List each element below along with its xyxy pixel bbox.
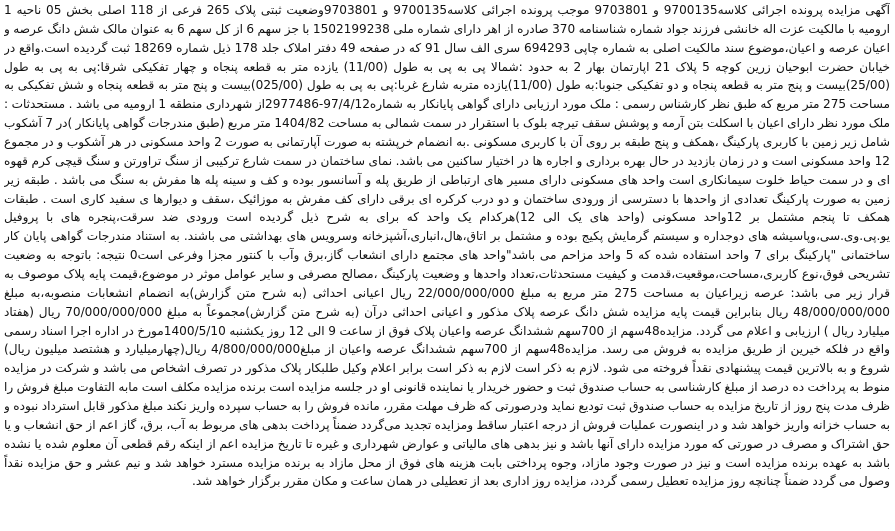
auction-notice-text: آگهی مزایده پرونده اجرائی کلاسه9700135 و 9703801 موجب پرونده اجرائی کلاسه9700135 و 9703801وضعیت ثبتی پلاک 265 فرعی از 118 اصلی بخش 05 ناحیه 1 ارومیه با مالکیت عزت اله خانشی فرزند جواد شماره شناسنامه 370 صادره از اهر دارای شماره ملی 1502199238 با جز سهم 6 از کل سهم 6 به عنوان مالک شش دانگ عرصه و اعیان عرصه و اعیان،موضوع سند مالکیت اصلی به شماره چاپی 694293 سری الف سال 91 که در صفحه 49 دفتر املاک جلد 178 ذیل شماره 18269 ثبت گردیده است.واقع در خیابان حضرت ابوحیان زرین کوچه 5 پلاک 21 اپارتمان بهار 2 به حدود :شمالا پی به پی به طول (11/00) یازده متر به قطعه پنجاه و چهار تفکیکی شرقا:پی به پی به طول (25/00)بیست و پنج متر به قطعه پنجاه و دو تفکیکی جنوبا:به طول (11/00)یازده متربه شارع غربا:پی به پی به طول (025/00)بیست و پنج متر به قطعه پنجاه و شش تفکیکی به مساحت 275 متر مربع که طبق نظر کارشناس رسمی : ملک مورد ارزیابی دارای گواهی پایانکار به شماره97/4/12-2977486از شهرداری منطقه 1 ارومیه می باشد . مستحدثات : ملک مورد نظر دارای اعیان با اسکلت بتن آرمه و پوشش سقف تیرچه بلوک با استقرار در سمت شمالی به مساحت 1404/82 متر مربع (طبق مندرجات گواهی پایانکار )در 7 آشکوب شامل زیر زمین با کاربری پارکینگ ،همکف و پنج طبقه بر روی آن با کاربری مسکونی .به انضمام خرپشته به صورت آپارتمانی به صورت 2 واحد مسکونی در هر آشکوب و در مجموع 12 واحد مسکونی است و در زمان بازدید در حال بهره برداری و اجاره ها در اختیار ساکنین می باشد. نمای ساختمان در سمت شارع ترکیبی از سنگ تراورتن و سنگ قیچی کرم قهوه ای و در سمت حیاط خلوت سیمانکاری است واحد های مسکونی دارای مسیر های ارتباطی از طریق پله و آسانسور بوده و کف و سینه پله ها مفرش به سنگ می باشد . طبقه زیر زمین به صورت پارکینگ تعدادی از واحدها با دسترسی از ورودی ساختمان و دو درب کرکره ای برقی دارای کف مفرش به موزائیک ،سقف و دیوارها ی سفید کاری است . طبقات همکف تا پنجم مشتمل بر 12واحد مسکونی (واحد های یک الی 12)هرکدام یک واحد که برای به شرح ذیل گردیده است ورودی ضد سرقت،پنجره های با پروفیل یو.پی.وی.سی،وپاسیشه های دوجداره و سیستم گرمایش پکیج بوده و مشتمل بر اتاق،هال،انباری،آشپزخانه وسرویس های بهداشتی می باشند. به استناد مندرجات گواهی پایان کار ساختمانی "پارکینگ برای 7 واحد استفاده شده که 5 واحد مزاحم می باشد"واحد های مجتمع دارای انشعاب گاز،برق وآب با کنتور مجزا وفرعی است0 نتیجه: باتوجه به وضعیت تشریحی فوق،نوع کاربری،مساحت،موقعیت،قدمت و کیفیت مستحدثات،تعداد واحدها و وضعیت پارکینگ ،مصالح مصرفی و سایر عوامل موثر در موضوع،قیمت پایه پلاک موصوف به قرار زیر می باشد: عرصه زیراعیان به مساحت 275 متر مربع به مبلغ 22/000/000/000 ریال اعیانی احداثی (به شرح متن گزارش)به انضمام انشعابات منصوبه،به مبلغ 48/000/000/000 ریال بنابراین قیمت پایه مزایده شش دانگ عرصه پلاک مذکور و اعیانی احداثی درآن (به شرح متن گزارش)مجموعاً به مبلغ 70/000/000/000 ریال (هفتاد میلیارد ریال ) ارزیابی و اعلام می گردد. مزایده48سهم از 700سهم ششدانگ عرصه واعیان پلاک فوق از ساعت 9 الی 12 روز یکشنبه 1400/5/10مورخ در اداره اجرا اسناد رسمی واقع در فلکه خیرین از طریق مزایده به فروش می رسد. مزایده48سهم از 700سهم ششدانگ عرصه واعیان از مبلغ4/800/000/000 ریال(چهارمیلیارد و هشتصد میلیون ریال) شروع و به بالاترین قیمت پیشنهادی نقداً فروخته می شود. لازم به ذکر است لازم به ذکر است برابر اعلام وکیل طلبکار پلاک مذکور در تصرف اشخاص می باشد و شرکت در مزایده منوط به پرداخت ده درصد از مبلغ کارشناسی به حساب صندوق ثبت و حضور خریدار یا نماینده قانونی او در جلسه مزایده است برنده مزایده مکلف است مابه التفاوت مبلغ فروش را ظرف مدت پنج روز از تاریخ مزایده به حساب صندوق ثبت تودیع نماید ودرصورتی که ظرف مهلت مقرر، مانده فروش را به حساب سپرده واریز نکند مبلغ مذکور قابل استرداد نبوده و به حساب خزانه واریز خواهد شد و در اینصورت عملیات فروش از درجه اعتبار ساقط ومزایده تجدید می‌گردد ضمناً پرداخت بدهی های مربوط به آب، برق، گاز اعم از حق انشعاب و یا حق اشتراک و مصرف در صورتی که مورد مزایده دارای آنها باشد و نیز بدهی های مالیاتی و عوارض شهرداری و غیره تا تاریخ مزایده اعم از اینکه رقم قطعی آن معلوم شده یا نشده باشد به عهده برنده مزایده است و نیز در صورت وجود مازاد، وجوه پرداختی بابت هزینه های فوق از محل مازاد به برنده مزایده مسترد خواهد شد و نیم عشر و حق مزایده نقداً وصول می گردد ضمناً چنانچه روز مزایده تعطیل رسمی گردد، مزایده روز اداری بعد از تعطیلی در همان ساعت و مکان مقرر برگزار خواهد شد. [4,3,890,489]
auction-notice-document [4,1,890,529]
